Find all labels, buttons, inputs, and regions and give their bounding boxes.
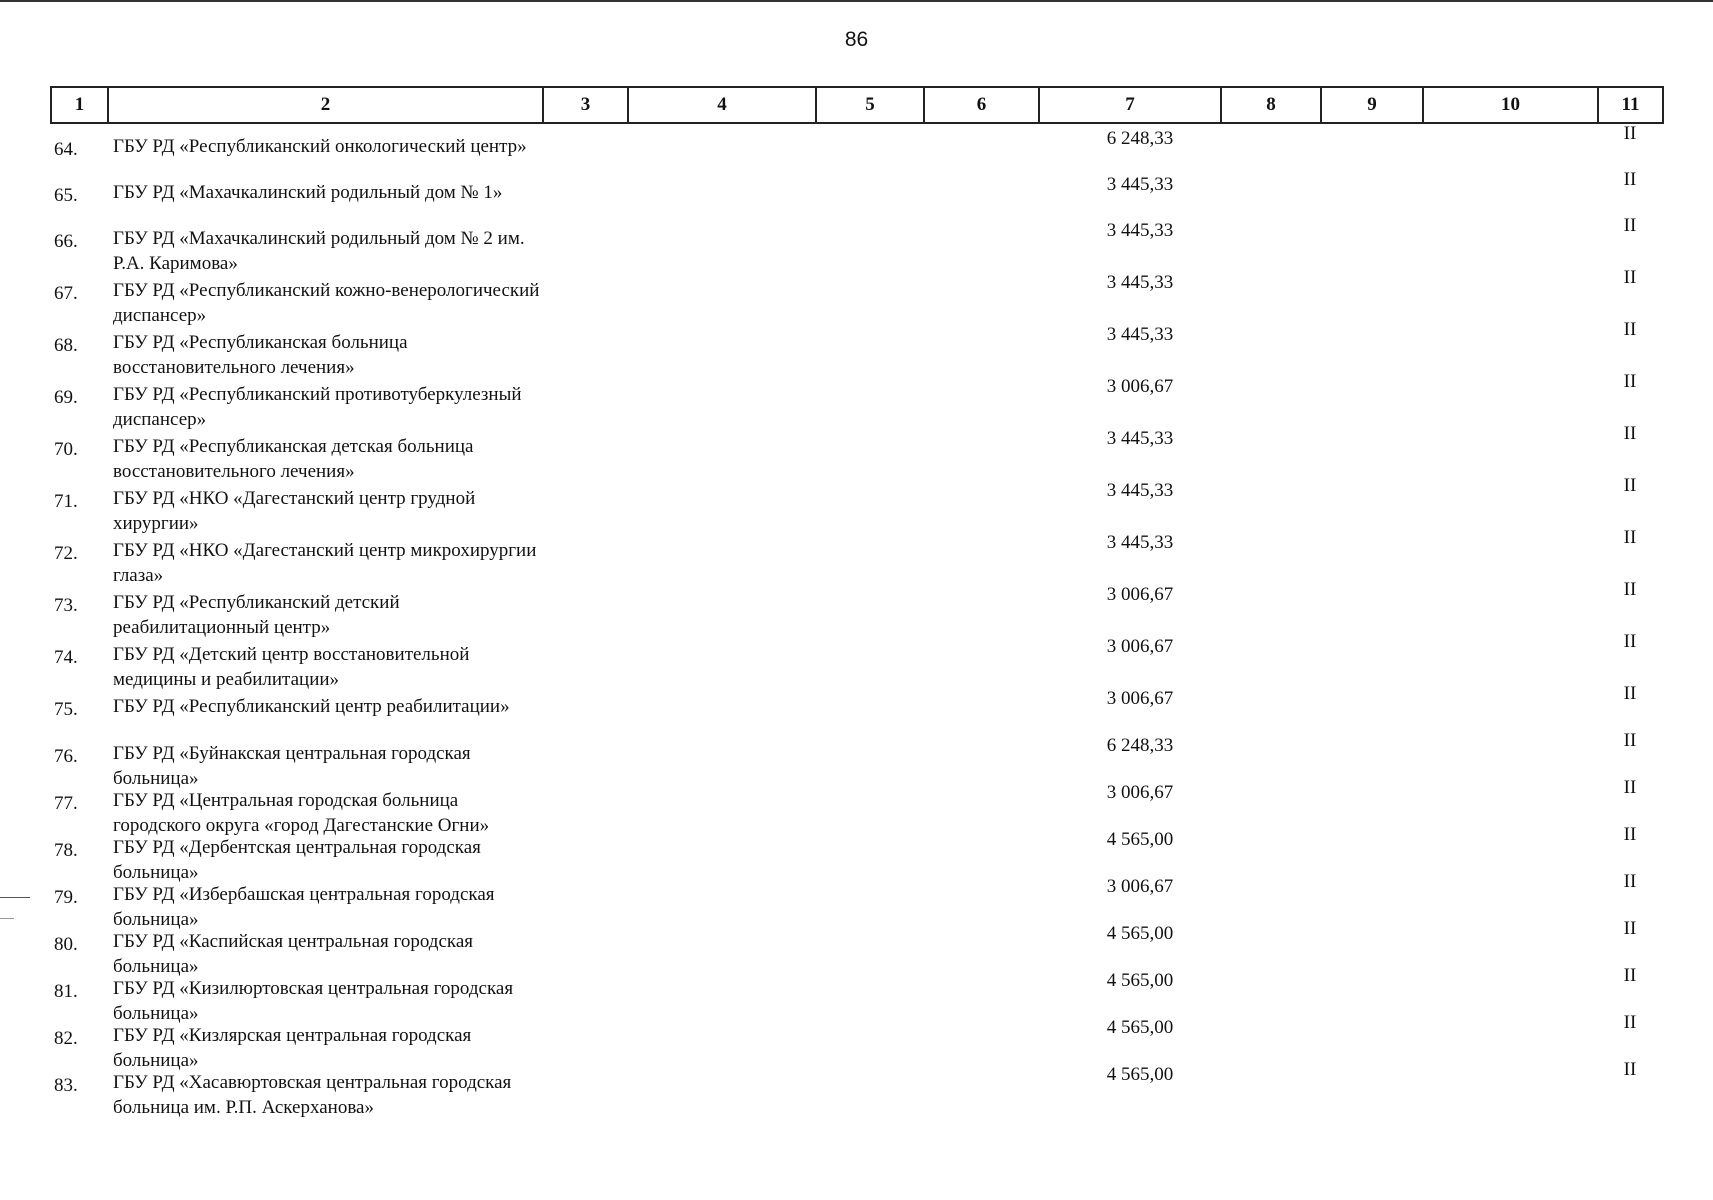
row-category: II xyxy=(1623,1059,1637,1080)
row-category: II xyxy=(1623,475,1637,496)
column-header: 10 xyxy=(1423,87,1598,123)
institution-name: ГБУ РД «Республиканский центр реабилитации» xyxy=(113,696,510,717)
page-number: 86 xyxy=(844,28,869,51)
scan-margin-mark xyxy=(0,897,30,898)
row-number: 64. xyxy=(54,139,78,160)
table-row xyxy=(0,215,1713,276)
row-value: 6 248,33 xyxy=(1106,735,1174,756)
column-header: 3 xyxy=(543,87,628,123)
institution-name: ГБУ РД «Кизилюртовская центральная городская больница» xyxy=(113,978,514,1024)
column-header: 11 xyxy=(1598,87,1663,123)
row-value: 4 565,00 xyxy=(1106,923,1174,944)
row-value: 3 006,67 xyxy=(1106,636,1174,657)
row-category: II xyxy=(1623,965,1637,986)
row-value: 3 006,67 xyxy=(1106,584,1174,605)
table-row xyxy=(0,683,1713,744)
column-header: 2 xyxy=(108,87,543,123)
table-row xyxy=(0,631,1713,692)
column-header: 7 xyxy=(1039,87,1221,123)
table-row xyxy=(0,824,1713,885)
table-row xyxy=(0,319,1713,380)
institution-name: ГБУ РД «Дербентская центральная городская больница» xyxy=(113,837,481,883)
column-header: 5 xyxy=(816,87,924,123)
row-number: 76. xyxy=(54,746,78,767)
row-category: II xyxy=(1623,824,1637,845)
institution-name: ГБУ РД «Хасавюртовская центральная городская больница им. Р.П. Аскерханова» xyxy=(113,1072,512,1118)
row-category: II xyxy=(1623,871,1637,892)
row-value: 3 006,67 xyxy=(1106,376,1174,397)
row-number: 68. xyxy=(54,335,78,356)
table-row xyxy=(0,267,1713,328)
table-row xyxy=(0,1059,1713,1120)
institution-name: ГБУ РД «Республиканская больница восстановительного лечения» xyxy=(113,332,408,378)
table-row xyxy=(0,871,1713,932)
row-value: 3 006,67 xyxy=(1106,688,1174,709)
scan-margin-mark xyxy=(0,918,14,919)
row-number: 65. xyxy=(54,185,78,206)
institution-name: ГБУ РД «Республиканская детская больница восстановительного лечения» xyxy=(113,436,474,482)
row-category: II xyxy=(1623,423,1637,444)
institution-name: ГБУ РД «Буйнакская центральная городская больница» xyxy=(113,743,471,789)
column-header: 6 xyxy=(924,87,1039,123)
row-value: 4 565,00 xyxy=(1106,970,1174,991)
row-number: 72. xyxy=(54,543,78,564)
row-number: 83. xyxy=(54,1075,78,1096)
row-number: 75. xyxy=(54,699,78,720)
table-row xyxy=(0,169,1713,230)
row-number: 77. xyxy=(54,793,78,814)
row-value: 3 445,33 xyxy=(1106,428,1174,449)
table-row xyxy=(0,579,1713,640)
row-number: 71. xyxy=(54,491,78,512)
column-header: 8 xyxy=(1221,87,1321,123)
row-category: II xyxy=(1623,730,1637,751)
table-row xyxy=(0,475,1713,536)
row-number: 82. xyxy=(54,1028,78,1049)
row-category: II xyxy=(1623,527,1637,548)
row-value: 3 006,67 xyxy=(1106,876,1174,897)
institution-name: ГБУ РД «Детский центр восстановительной медицины и реабилитации» xyxy=(113,644,470,690)
row-number: 74. xyxy=(54,647,78,668)
row-number: 69. xyxy=(54,387,78,408)
row-category: II xyxy=(1623,371,1637,392)
row-category: II xyxy=(1623,579,1637,600)
row-value: 3 445,33 xyxy=(1106,174,1174,195)
row-value: 3 006,67 xyxy=(1106,782,1174,803)
row-category: II xyxy=(1623,683,1637,704)
row-category: II xyxy=(1623,123,1637,144)
row-number: 81. xyxy=(54,981,78,1002)
row-number: 67. xyxy=(54,283,78,304)
row-value: 3 445,33 xyxy=(1106,324,1174,345)
row-category: II xyxy=(1623,319,1637,340)
institution-name: ГБУ РД «Республиканский детский реабилитационный центр» xyxy=(113,592,400,638)
row-value: 3 445,33 xyxy=(1106,480,1174,501)
row-value: 3 445,33 xyxy=(1106,220,1174,241)
column-header: 1 xyxy=(51,87,108,123)
institution-name: ГБУ РД «Кизлярская центральная городская больница» xyxy=(113,1025,472,1071)
row-category: II xyxy=(1623,777,1637,798)
table-row xyxy=(0,730,1713,791)
row-number: 80. xyxy=(54,934,78,955)
institution-name: ГБУ РД «НКО «Дагестанский центр микрохирургии глаза» xyxy=(113,540,537,586)
institution-name: ГБУ РД «Республиканский онкологический центр» xyxy=(113,136,527,157)
table-row xyxy=(0,527,1713,588)
row-number: 73. xyxy=(54,595,78,616)
institution-name: ГБУ РД «Махачкалинский родильный дом № 2 им. Р.А. Каримова» xyxy=(113,228,525,274)
row-category: II xyxy=(1623,267,1637,288)
row-category: II xyxy=(1623,631,1637,652)
row-category: II xyxy=(1623,1012,1637,1033)
row-number: 70. xyxy=(54,439,78,460)
column-header: 9 xyxy=(1321,87,1423,123)
column-header-table xyxy=(50,86,1664,124)
row-value: 4 565,00 xyxy=(1106,1017,1174,1038)
row-number: 66. xyxy=(54,231,78,252)
table-row xyxy=(0,123,1713,184)
institution-name: ГБУ РД «Республиканский противотуберкулезный диспансер» xyxy=(113,384,522,430)
row-value: 6 248,33 xyxy=(1106,128,1174,149)
institution-name: ГБУ РД «Махачкалинский родильный дом № 1» xyxy=(113,182,503,203)
row-category: II xyxy=(1623,215,1637,236)
institution-name: ГБУ РД «Центральная городская больница городского округа «город Дагестанские Огни» xyxy=(113,790,490,836)
row-category: II xyxy=(1623,169,1637,190)
institution-name: ГБУ РД «Избербашская центральная городская больница» xyxy=(113,884,495,930)
table-row xyxy=(0,371,1713,432)
row-value: 3 445,33 xyxy=(1106,532,1174,553)
column-header-row xyxy=(51,87,1663,123)
column-header: 4 xyxy=(628,87,816,123)
table-row xyxy=(0,423,1713,484)
row-value: 4 565,00 xyxy=(1106,1064,1174,1085)
row-value: 4 565,00 xyxy=(1106,829,1174,850)
row-number: 78. xyxy=(54,840,78,861)
table-row xyxy=(0,1012,1713,1073)
top-border-line xyxy=(0,0,1713,2)
row-category: II xyxy=(1623,918,1637,939)
row-number: 79. xyxy=(54,887,78,908)
institution-name: ГБУ РД «Каспийская центральная городская больница» xyxy=(113,931,473,977)
institution-name: ГБУ РД «Республиканский кожно-венерологический диспансер» xyxy=(113,280,540,326)
table-row xyxy=(0,918,1713,979)
institution-name: ГБУ РД «НКО «Дагестанский центр грудной хирургии» xyxy=(113,488,476,534)
table-row xyxy=(0,965,1713,1026)
row-value: 3 445,33 xyxy=(1106,272,1174,293)
table-row xyxy=(0,777,1713,838)
